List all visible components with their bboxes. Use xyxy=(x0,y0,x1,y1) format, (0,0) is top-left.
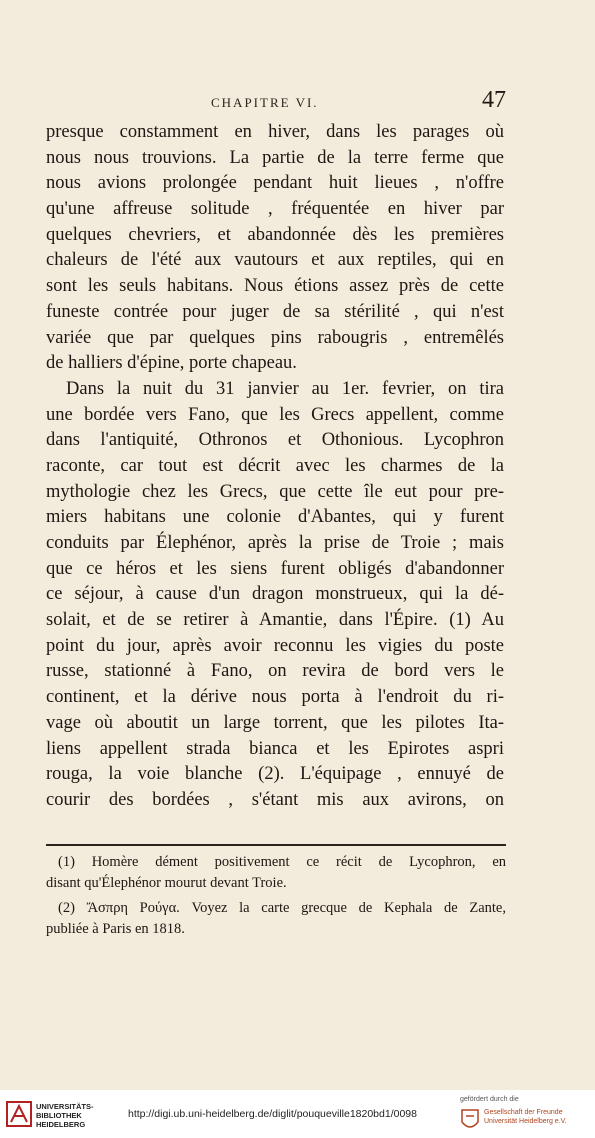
footnote-rule xyxy=(46,844,506,846)
sponsor-name: Gesellschaft der Freunde Universität Heidelberg e.V. xyxy=(484,1109,567,1125)
text-line: nous nous trouvions. La partie de la terre ferme que xyxy=(46,147,504,168)
text-line: qu'une affreuse solitude , fréquentée en hiver par xyxy=(46,199,504,220)
text-line: courir des bordées , s'étant mis aux avirons, on xyxy=(46,789,504,810)
viewer-footer xyxy=(0,1090,595,1138)
text-line: point du jour, après avoir reconnu les vigies du poste xyxy=(46,635,504,656)
sponsor-block[interactable] xyxy=(460,1096,590,1136)
page-number: 47 xyxy=(482,87,506,113)
library-logo[interactable] xyxy=(6,1100,116,1132)
text-line: raconte, car tout est décrit avec les charmes de la xyxy=(46,455,504,476)
text-line: liens appellent strada bianca et les Epirotes aspri xyxy=(46,738,504,759)
text-line: conduits par Élephénor, après la prise de Troie ; mais xyxy=(46,533,504,553)
text-line: rouga, la voie blanche (2). L'équipage , ennuyé de xyxy=(46,764,504,785)
text-line: miers habitans une colonie d'Abantes, qui y furent xyxy=(46,507,504,528)
footnote-2-line: (2) Ἄσπρη Ρούγα. Voyez la carte grecque de Kephala de Zante, xyxy=(58,900,506,916)
text-line: sont les seuls habitans. Nous étions assez près de cette xyxy=(46,276,504,297)
library-logo-icon xyxy=(6,1100,32,1128)
text-line: dans l'antiquité, Othronos et Othonious. Lycophron xyxy=(46,430,504,451)
text-line: ce séjour, à cause d'un dragon monstrueux, qui la dé- xyxy=(46,584,504,605)
page-header xyxy=(46,87,506,119)
text-line: variée que par quelques pins rabougris , entremêlés xyxy=(46,327,504,348)
text-line: quelques chevriers, et abandonnée dès les premières xyxy=(46,224,504,245)
text-line: une bordée vers Fano, que les Grecs appellent, comme xyxy=(46,404,504,425)
text-line: Dans la nuit du 31 janvier au 1er. fevrier, on tira xyxy=(66,378,504,399)
footnote-1-line: (1) Homère dément positivement ce récit de Lycophron, en xyxy=(58,854,506,870)
footnote-1-line: disant qu'Élephénor mourut devant Troie. xyxy=(46,875,287,891)
library-logo-text: UNIVERSITÄTS- BIBLIOTHEK HEIDELBERG xyxy=(36,1102,94,1129)
sponsor-logo-icon xyxy=(460,1108,480,1132)
text-line: solait, et de se retirer à Amantie, dans l'Épire. (1) Au xyxy=(46,610,504,631)
text-line: funeste contrée pour juger de sa stérilité , qui n'est xyxy=(46,301,504,322)
text-line: nous avions prolongée pendant huit lieues , n'offre xyxy=(46,173,504,194)
footnote-2-line: publiée à Paris en 1818. xyxy=(46,921,185,937)
footnotes xyxy=(46,852,506,940)
text-line: chaleurs de l'été aux vautours et aux reptiles, qui en xyxy=(46,250,504,271)
text-line: russe, stationné à Fano, on revira de bord vers le xyxy=(46,661,504,682)
text-line: de halliers d'épine, porte chapeau. xyxy=(46,353,297,374)
running-head: CHAPITRE VI. xyxy=(211,95,319,110)
text-line: presque constamment en hiver, dans les parages où xyxy=(46,122,504,142)
permalink-url[interactable]: http://digi.ub.uni-heidelberg.de/diglit/pouqueville1820bd1/0098 xyxy=(128,1108,417,1120)
sponsor-label: gefördert durch die xyxy=(460,1096,519,1103)
text-line: continent, et la dérive nous porta à l'endroit du ri- xyxy=(46,687,504,708)
text-line: vage où aboutit un large torrent, que les pilotes Ita- xyxy=(46,712,504,733)
text-line: que ce héros et les siens furent obligés d'abandonner xyxy=(46,558,504,579)
main-text xyxy=(46,120,504,814)
text-line: mythologie chez les Grecs, que cette île eut pour pre- xyxy=(46,481,504,502)
